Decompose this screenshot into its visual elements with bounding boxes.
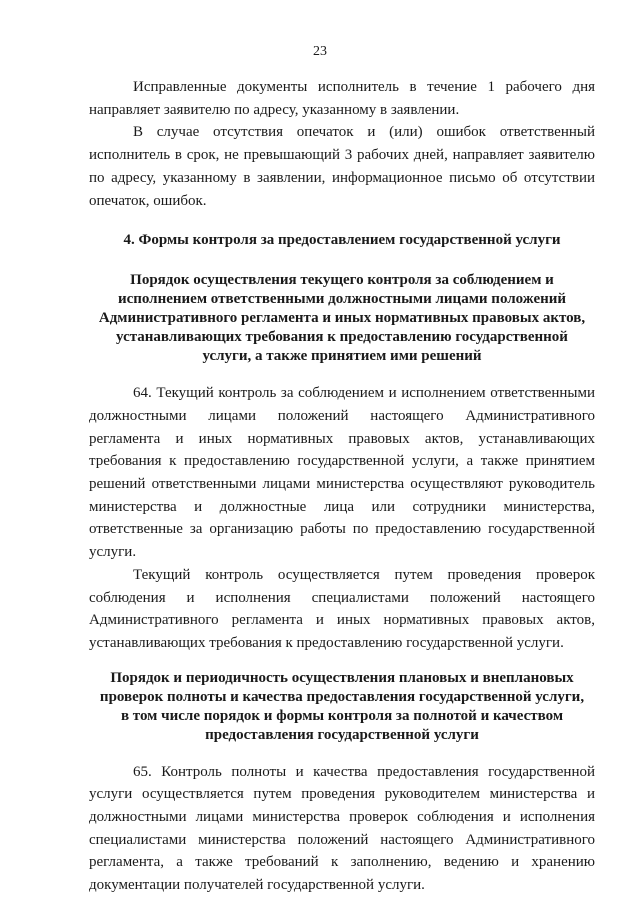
paragraph-65: 65. Контроль полноты и качества предоставления государственной услуги осуществляется путем проведения руководителем министерства и должностными лицами министерства проверок соблюдения и исполнения специалистами министерства положений настоящего Административного регламента, а также требований к заполнению, ведению и хранению документации получателей государственной услуги. — [89, 763, 595, 894]
subsection-title-current-control: Порядок осуществления текущего контроля за соблюдением и исполнением ответственными должностными лицами положений Административного регламента и иных нормативных правовых актов, устанавливающих требования к предоставлению государственной услуги, а также принятием ими решений — [98, 272, 586, 365]
paragraph-no-errors-letter: В случае отсутствия опечаток и (или) ошибок ответственный исполнитель в срок, не превышающий 3 рабочих дней, направляет заявителю по адресу, указанному в заявлении, информационное письмо об отсутствии опечаток, ошибок. — [89, 124, 595, 209]
subsection-title-planned-checks: Порядок и периодичность осуществления плановых и внеплановых проверок полноты и качества предоставления государственной услуги, в том числе порядок и формы контроля за полнотой и качеством предоставления государственной услуги — [99, 669, 585, 743]
paragraph-corrected-documents: Исправленные документы исполнитель в течение 1 рабочего дня направляет заявителю по адресу, указанному в заявлении. — [89, 79, 595, 118]
section-title: 4. Формы контроля за предоставлением государственной услуги — [123, 232, 561, 249]
document-body — [89, 76, 595, 897]
page-number: 23 — [313, 44, 327, 59]
paragraph-64: 64. Текущий контроль за соблюдением и исполнением ответственными должностными лицами положений настоящего Административного регламента и иных нормативных правовых актов, устанавливающих требования к предоставлению государственной услуги, а также принятием решений ответственными лицами министерства осуществляют руководитель министерства и должностные лица или сотрудники министерства, ответственные за организацию работы по предоставлению государственной услуги. — [89, 385, 595, 561]
paragraph-current-control-checks: Текущий контроль осуществляется путем проведения проверок соблюдения и исполнения специалистами положений настоящего Административного регламента и иных нормативных правовых актов, устанавливающих требования к предоставлению государственной услуги. — [89, 566, 595, 651]
spacer — [89, 655, 595, 669]
